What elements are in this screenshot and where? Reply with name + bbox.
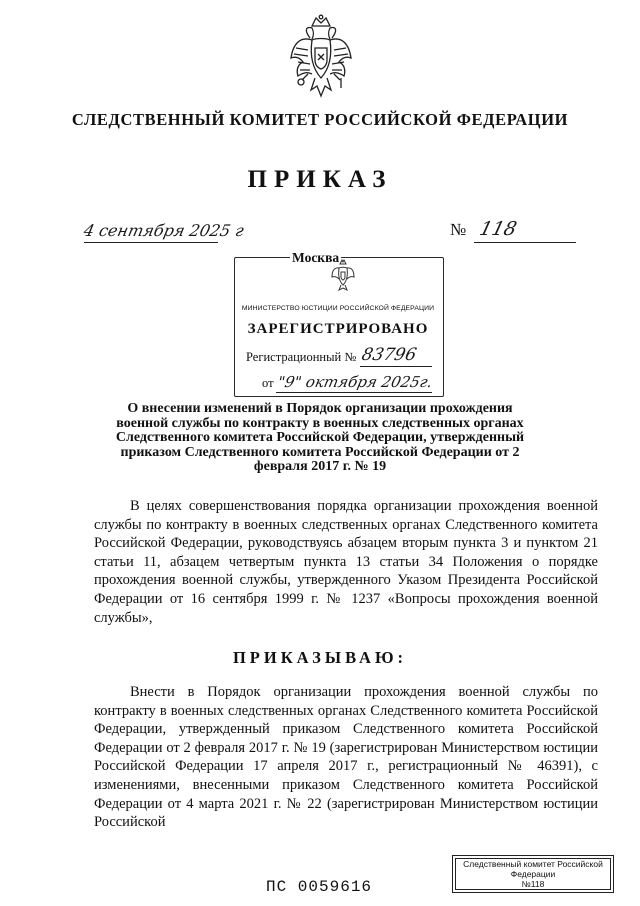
footer-box-inner-border xyxy=(455,858,611,890)
coat-of-arms-icon xyxy=(288,14,354,102)
stamp-reg-date-field xyxy=(276,370,435,393)
order-number-sign: № xyxy=(450,220,467,239)
stamp-reg-date-prefix: от xyxy=(262,376,274,390)
footer-box-line-3: №118 xyxy=(521,879,545,889)
organization-name: СЛЕДСТВЕННЫЙ КОМИТЕТ РОССИЙСКОЙ ФЕДЕРАЦИИ xyxy=(71,110,569,129)
stamp-emblem-icon xyxy=(331,259,355,291)
order-heading: ПРИКАЗЫВАЮ: xyxy=(232,648,408,667)
footer-stamp-box xyxy=(452,855,614,893)
footer-box-line-2: Федерации xyxy=(510,869,556,879)
stamp-reg-number-field xyxy=(360,344,432,367)
preamble-paragraph: В целях совершенствования порядка организации прохождения военной службы по контракту в военных следственных органах Следственного комитета Российской Федерации, руководствуясь абзацем вторым пункта 3 и пунктом 21 статьи 11, абзацем четвертым пункта 13 статьи 34 Положения о порядке прохождения военной службы, утвержденного Указом Президента Российской Федерации от 16 сентября 1999 г. № 1237 «Вопросы прохождения военной службы», xyxy=(94,498,598,626)
stamp-ministry: МИНИСТЕРСТВО ЮСТИЦИИ РОССИЙСКОЙ ФЕДЕРАЦИИ xyxy=(241,305,435,312)
document-title: О внесении изменений в Порядок организации прохождения военной службы по контракту в военных следственных органах Следственного комитета Российской Федерации, утвержденный приказом Следственного комитета Российской Федерации от 2 февраля 2017 г. № 19 xyxy=(115,401,525,474)
order-paragraph: Внести в Порядок организации прохождения военной службы по контракту в военных следственных органах Следственного комитета Российской Федерации, утвержденный приказом Следственного комитета Российской Федерации от 2 февраля 2017 г. № 19 (зарегистрирован Министерством юстиции Российской Федерации 17 апреля 2017 г., регистрационный № 46391), с изменениями, внесенными приказом Следственного комитета Российской Федерации от 4 марта 2021 г. № 22 (зарегистрирован Министерством юстиции Российской xyxy=(94,684,598,831)
order-date-field xyxy=(81,214,246,243)
order-number-handwritten: 118 xyxy=(477,218,520,240)
order-date-handwritten: 4 сентября 2025 г xyxy=(81,221,246,240)
order-number-field xyxy=(474,214,576,243)
stamp-reg-date: "9" октября 2025г. xyxy=(276,373,435,391)
document-type: ПРИКАЗ xyxy=(247,166,393,193)
city-name: Москва xyxy=(292,250,340,265)
form-serial-number: ПС 0059616 xyxy=(266,878,373,896)
stamp-status: ЗАРЕГИСТРИРОВАНО xyxy=(247,321,429,337)
footer-box-line-1: Следственный комитет Российской xyxy=(463,859,603,869)
stamp-reg-number: 83796 xyxy=(359,345,419,365)
stamp-reg-number-label: Регистрационный № xyxy=(246,350,357,364)
